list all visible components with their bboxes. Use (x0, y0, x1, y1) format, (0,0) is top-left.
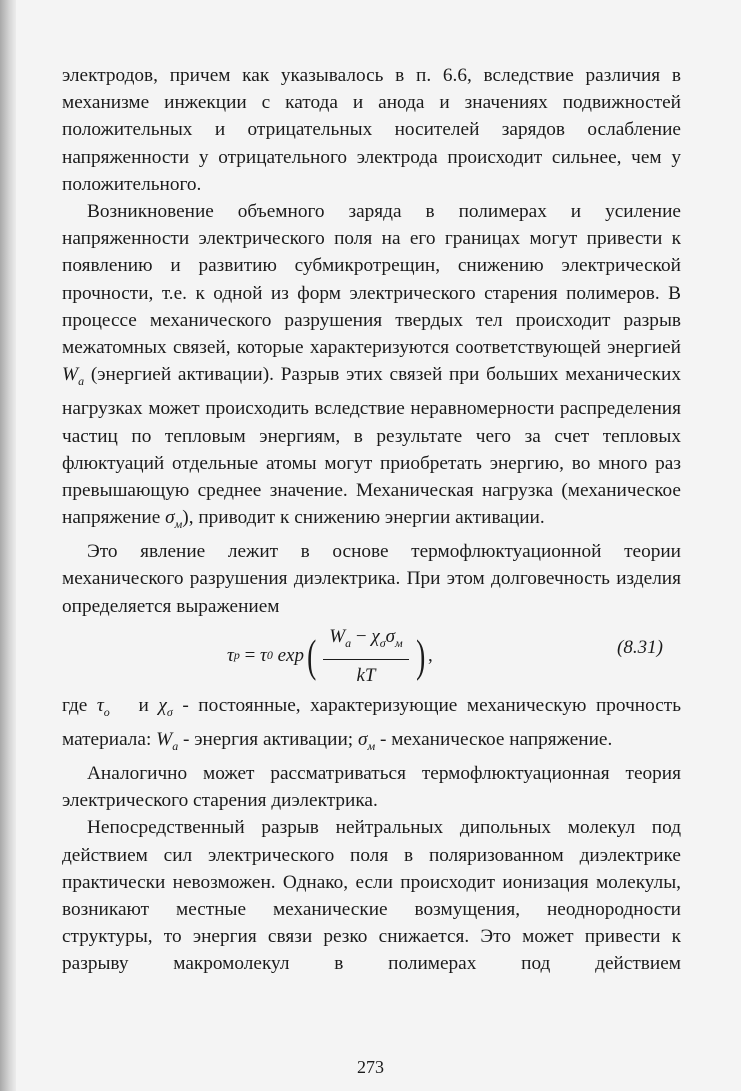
paragraph-3 (62, 538, 681, 620)
p4-W-sub: a (172, 738, 179, 753)
p4-sigma-sub: м (367, 738, 376, 753)
num-sigma: σ (385, 625, 395, 647)
fraction-numerator (323, 623, 408, 660)
paragraph-1-text: электродов, причем как указывалось в п. 6.6, вследствие различия в механизме инжекции с катода и анода и значениях подвижностей положительных и отрицательных носителей зарядов ослабление напряженности у отрицательного электрода происходит сильнее, чем у положительного. (62, 65, 681, 195)
paragraph-2-text-a: Возникновение объемного заряда в полимерах и усиление напряженности электрического поля на его границах могут привести к появлению и развитию субмикротрещин, снижению электрической прочности, т.е. к одной из форм электрического старения полимеров. В процессе механического разрушения твердых тел происходит разрыв межатомных связей, которые характеризуются соответствующей энергией (62, 201, 681, 359)
page-number: 273 (357, 1057, 384, 1077)
exp-function: exp (272, 645, 304, 667)
page-text (62, 62, 681, 978)
num-sigma-sub: м (395, 635, 403, 650)
p4-sigma: σ (357, 728, 368, 750)
paragraph-6-text: Непосредственный разрыв нейтральных дипольных молекул под действием сил электрического поля в поляризованном диэлектрике практически невозможен. Однако, если происходит ионизация молекулы, возникают местные механические возмущения, неоднородности структуры, то энергия связи резко снижается. Это может привести к разрыву макромолекул в полимерах под действием (62, 817, 681, 975)
tau-0-subscript: 0 (266, 648, 273, 663)
equation-8-31 (62, 620, 681, 692)
paragraph-4 (62, 692, 681, 760)
p4-tau: τ (96, 694, 104, 716)
symbol-sigma: σ (165, 507, 175, 529)
equation-number: (8.31) (617, 636, 663, 658)
tau-p: τ (227, 645, 234, 667)
paragraph-2 (62, 198, 681, 538)
equation-comma: , (428, 645, 433, 667)
paragraph-5 (62, 760, 681, 814)
paragraph-4-text-c: - энергия активации; (178, 728, 358, 750)
equals-sign: = (239, 645, 261, 667)
fraction-denominator: kT (356, 664, 376, 686)
book-spine-shadow (0, 0, 16, 1091)
tau-0: τ (260, 645, 267, 667)
paragraph-4-text-mid: и (109, 694, 159, 716)
tau-p-subscript: p (233, 648, 240, 663)
num-W: W (329, 625, 346, 647)
symbol-sigma-subscript: м (174, 516, 183, 531)
paragraph-4-text-d: - механическое напряжение. (375, 728, 613, 750)
right-paren: ) (415, 629, 425, 681)
num-W-sub: a (345, 635, 352, 650)
p4-W: W (156, 728, 173, 750)
paragraph-3-text: Это явление лежит в основе термофлюктуационной теории механического разрушения диэлектрика. При этом долговечность изделия определяется выражением (62, 541, 681, 617)
num-chi-sub: σ (379, 635, 386, 650)
paragraph-5-text: Аналогично может рассматриваться термофлюктуационная теория электрического старения диэлектрика. (62, 762, 681, 812)
paragraph-6 (62, 814, 681, 977)
symbol-W: W (62, 364, 79, 386)
p4-tau-sub: o (103, 704, 110, 719)
paragraph-4-text-a: где (62, 694, 97, 716)
paragraph-2-text-b: (энергией активации). Разрыв этих связей при больших механических нагрузках может происходить вследствие неравномерности распределения частиц по тепловым энергиям, в результате чего за счет тепловых флюктуаций отдельные атомы могут приобретать энергию, во много раз превышающую среднее значение. Механическая нагрузка (механическое напряжение (62, 364, 681, 529)
p4-chi: χ (158, 694, 167, 716)
fraction (323, 623, 408, 689)
paragraph-1 (62, 62, 681, 198)
num-chi: χ (371, 625, 380, 647)
symbol-W-subscript: a (78, 374, 85, 389)
paragraph-4-text-b: - постоянные, характеризующие механическую прочность материала: (62, 694, 681, 750)
left-paren: ( (307, 629, 317, 681)
equation-body (227, 626, 433, 686)
paragraph-2-text-c: ), приводит к снижению энергии активации. (182, 507, 545, 529)
p4-chi-sub: σ (166, 704, 173, 719)
minus-sign: − (351, 625, 372, 647)
